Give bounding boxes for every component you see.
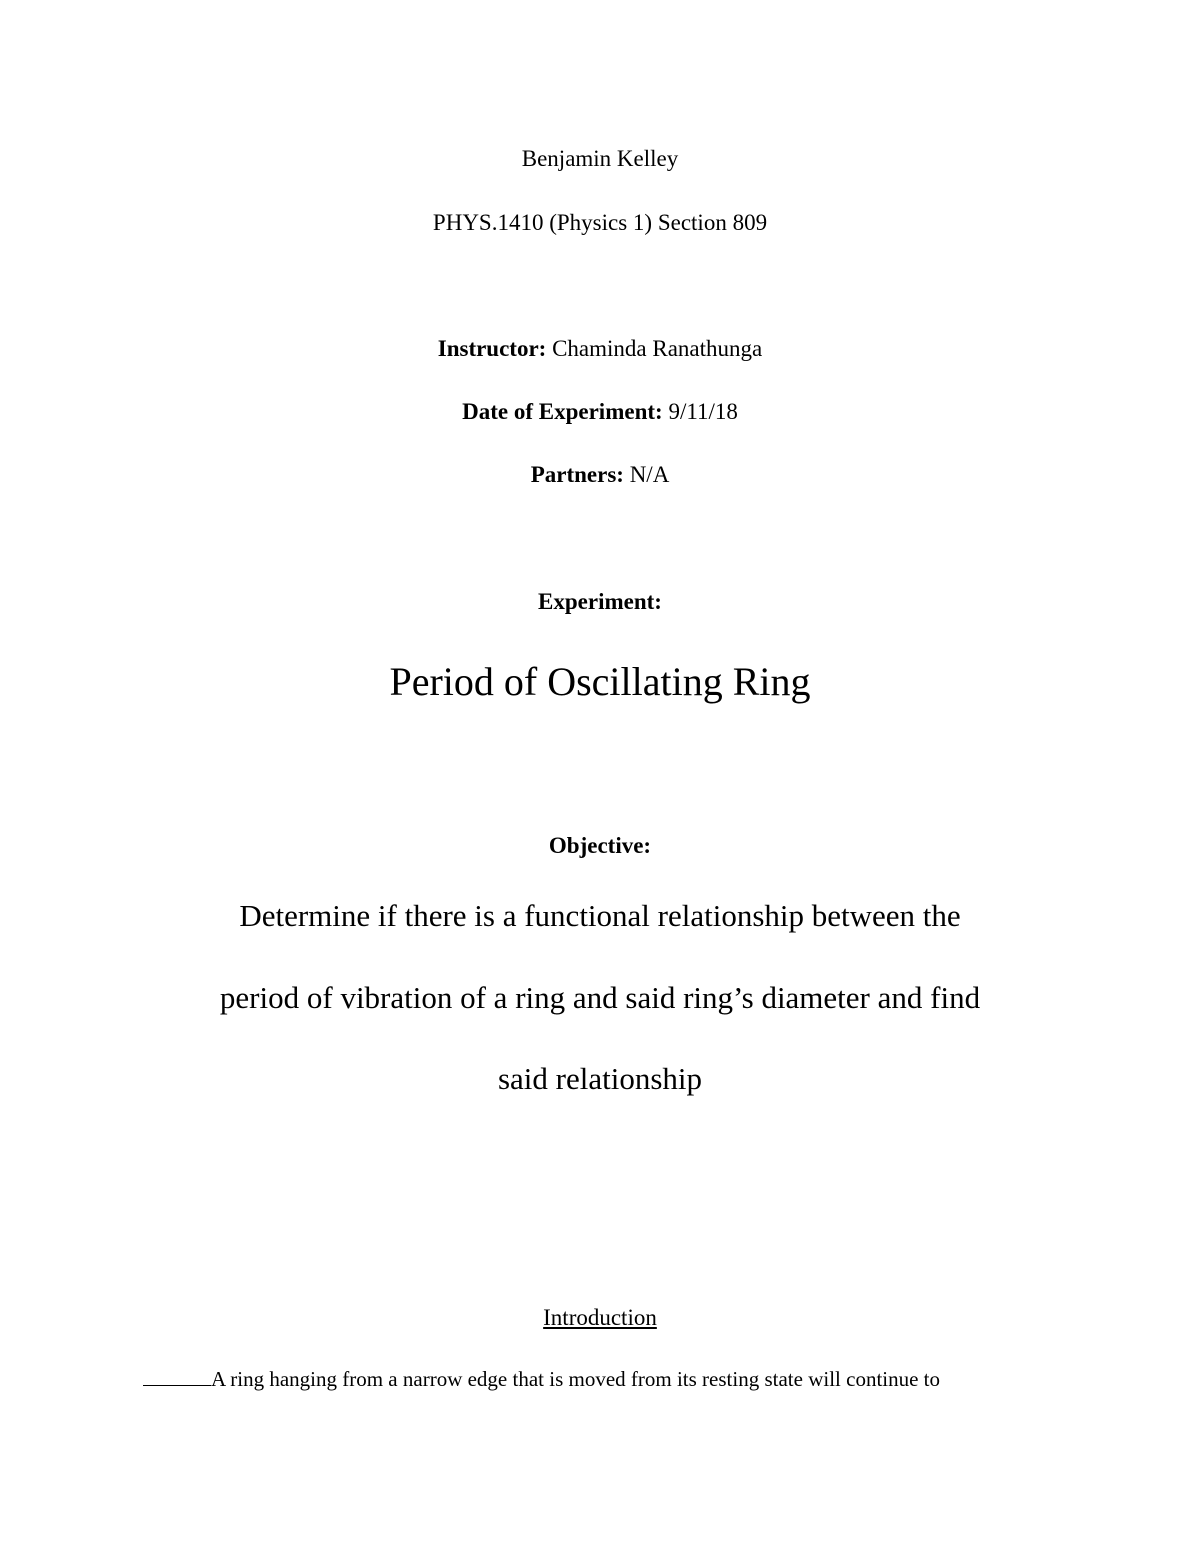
objective-line-2: period of vibration of a ring and said ring’s diameter and find [219,980,981,1015]
date-value: 9/11/18 [662,399,738,424]
date-line [0,398,1200,426]
objective-label: Objective: [548,833,652,858]
objective-line-3: said relationship [497,1061,703,1096]
date-label: Date of Experiment: [462,399,663,424]
author-name: Benjamin Kelley [521,146,679,171]
introduction-heading: Introduction [543,1305,657,1330]
partners-line [0,461,1200,489]
introduction-first-line [143,1365,940,1392]
instructor-label: Instructor: [437,336,547,361]
objective-line-1: Determine if there is a functional relationship between the [239,898,961,933]
instructor-line [0,335,1200,363]
indent-blank [143,1365,211,1386]
partners-value: N/A [623,462,670,487]
partners-label: Partners: [530,462,624,487]
experiment-title: Period of Oscillating Ring [389,659,811,704]
introduction-text: A ring hanging from a narrow edge that is moved from its resting state will continue to [211,1367,941,1391]
instructor-value: Chaminda Ranathunga [546,336,763,361]
experiment-label: Experiment: [538,589,662,614]
course-info: PHYS.1410 (Physics 1) Section 809 [432,210,768,235]
